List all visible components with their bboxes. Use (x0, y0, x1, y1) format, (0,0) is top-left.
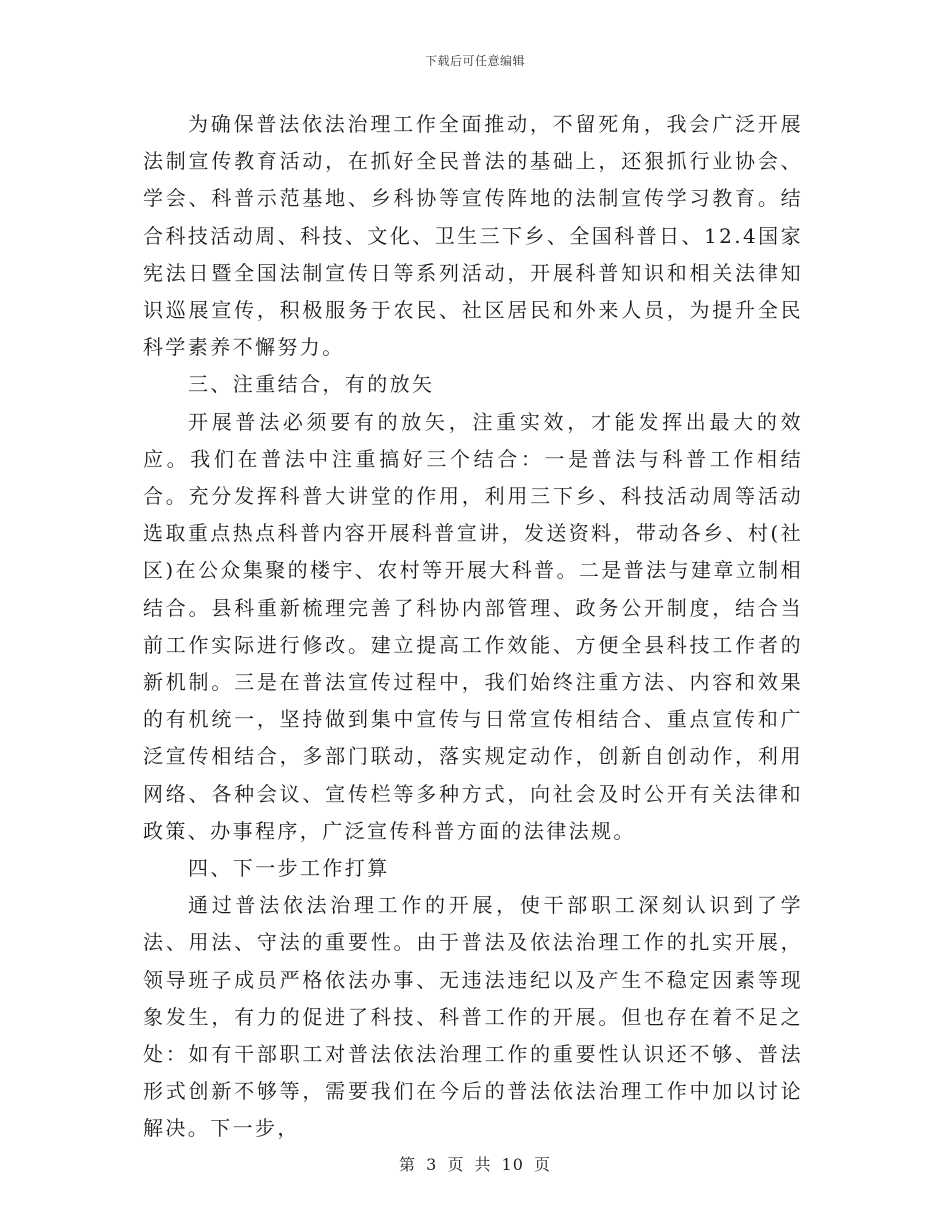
paragraph-three-combinations: 开展普法必须要有的放矢，注重实效，才能发挥出最大的效应。我们在普法中注重搞好三个结合：一是普法与科普工作相结合。充分发挥科普大讲堂的作用，利用三下乡、科技活动周等活动选取重点热点科普内容开展科普宣讲，发送资料，带动各乡、村(社区)在公众集聚的楼宇、农村等开展大科普。二是普法与建章立制相结合。县科重新梳理完善了科协内部管理、政务公开制度，结合当前工作实际进行修改。建立提高工作效能、方便全县科技工作者的新机制。三是在普法宣传过程中，我们始终注重方法、内容和效果的有机统一，坚持做到集中宣传与日常宣传相结合、重点宣传和广泛宣传相结合，多部门联动，落实规定动作，创新自创动作，利用网络、各种会议、宣传栏等多种方式，向社会及时公开有关法律和政策、办事程序，广泛宣传科普方面的法律法规。 (143, 409, 803, 843)
paragraph-next-steps: 通过普法依法治理工作的开展，使干部职工深刻认识到了学法、用法、守法的重要性。由于普法及依法治理工作的扎实开展，领导班子成员严格依法办事、无违法违纪以及产生不稳定因素等现象发生，有力的促进了科技、科普工作的开展。但也存在着不足之处：如有干部职工对普法依法治理工作的重要性认识还不够、普法形式创新不够等，需要我们在今后的普法依法治理工作中加以讨论解决。下一步， (143, 893, 803, 1141)
page-footer: 第 3 页 共 10 页 (399, 1155, 551, 1174)
document-body (143, 106, 803, 1148)
section-heading-3: 三、注重结合，有的放矢 (188, 372, 435, 397)
paragraph-publicity-activities: 为确保普法依法治理工作全面推动，不留死角，我会广泛开展法制宣传教育活动，在抓好全民普法的基础上，还狠抓行业协会、学会、科普示范基地、乡科协等宣传阵地的法制宣传学习教育。结合科技活动周、科技、文化、卫生三下乡、全国科普日、12.4国家宪法日暨全国法制宣传日等系列活动，开展科普知识和相关法律知识巡展宣传，积极服务于农民、社区居民和外来人员，为提升全民科学素养不懈努力。 (143, 112, 803, 360)
section-heading-4: 四、下一步工作打算 (188, 856, 390, 881)
page-header: 下载后可任意编辑 (424, 54, 525, 68)
